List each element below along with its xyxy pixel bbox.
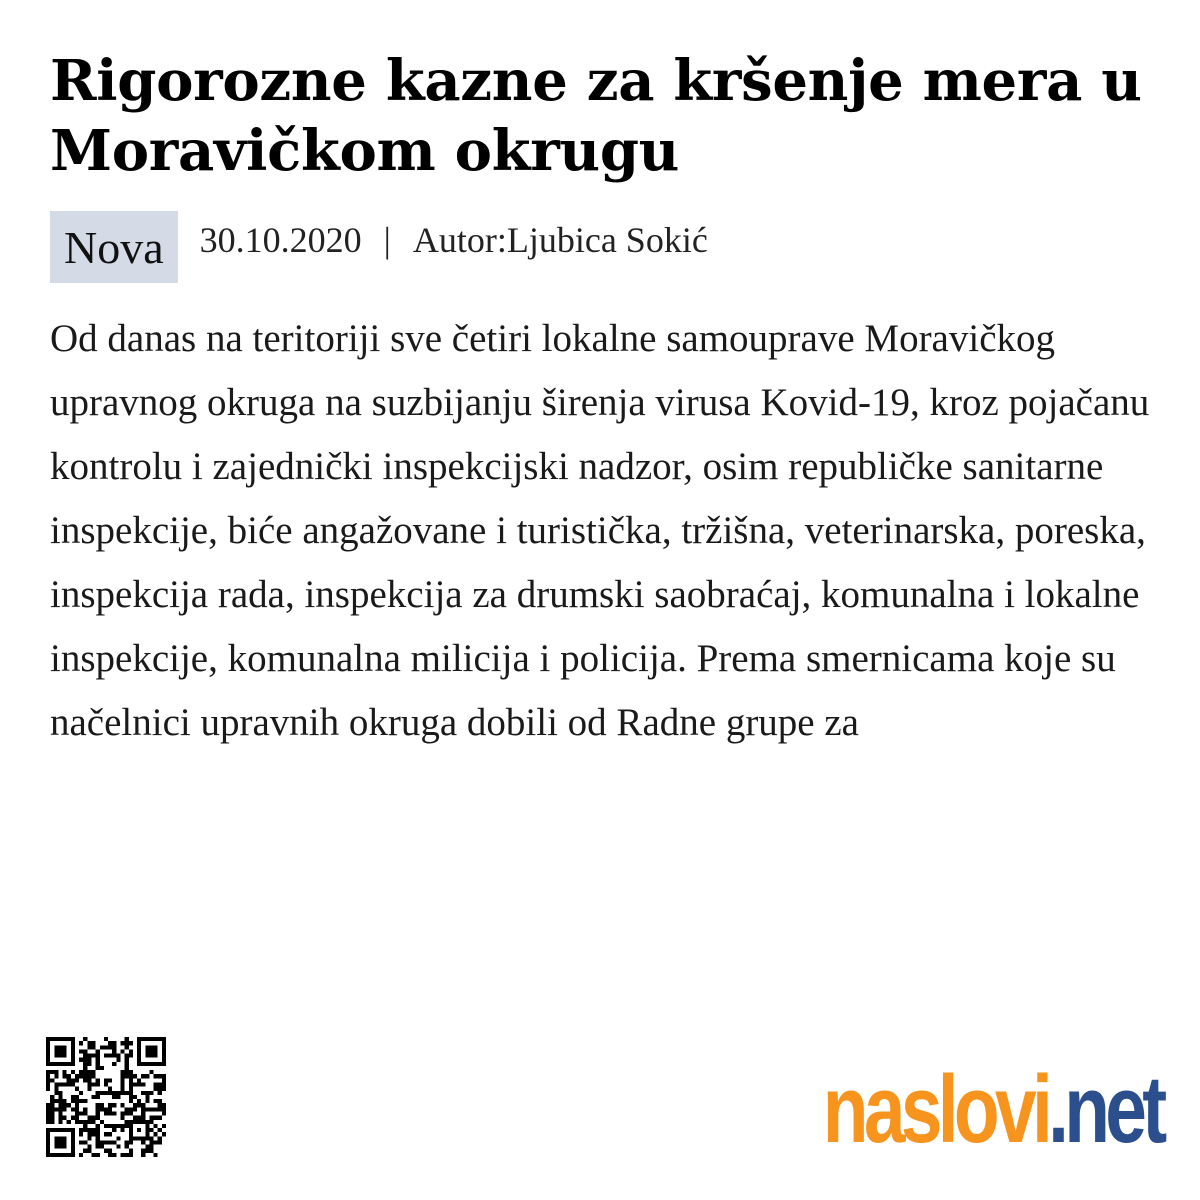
category-badge[interactable]: Nova — [50, 211, 178, 283]
meta-separator: | — [383, 220, 391, 260]
qr-code-icon[interactable] — [46, 1037, 166, 1157]
author-label: Autor: — [412, 220, 507, 260]
article-title: Rigorozne kazne za kršenje mera u Moravičkom okrugu — [50, 48, 1142, 184]
naslovi-logo[interactable] — [822, 1055, 1162, 1165]
logo-text-naslovi: naslovi — [822, 1056, 1048, 1163]
text-fade-overlay — [50, 807, 1160, 883]
logo-text-net: .net — [1047, 1056, 1162, 1163]
meta-line — [200, 219, 708, 261]
article-date: 30.10.2020 — [199, 220, 362, 260]
author-name: Ljubica Sokić — [506, 220, 708, 260]
article-body-container — [50, 307, 1160, 883]
article-body: Od danas na teritoriji sve četiri lokalne samouprave Moravičkog upravnog okruga na suzbijanju širenja virusa Kovid-19, kroz pojačanu kontrolu i zajednički inspekcijski nadzor, osim republičke sanitarne inspekcije, biće angažovane i turistička, tržišna, veterinarska, poreska, inspekcija rada, inspekcija za drumski saobraćaj, komunalna i lokalne inspekcije, komunalna milicija i policija. Prema smernicama koje su načelnici upravnih okruga dobili od Radne grupe za — [50, 317, 1150, 744]
article-meta — [50, 211, 708, 283]
